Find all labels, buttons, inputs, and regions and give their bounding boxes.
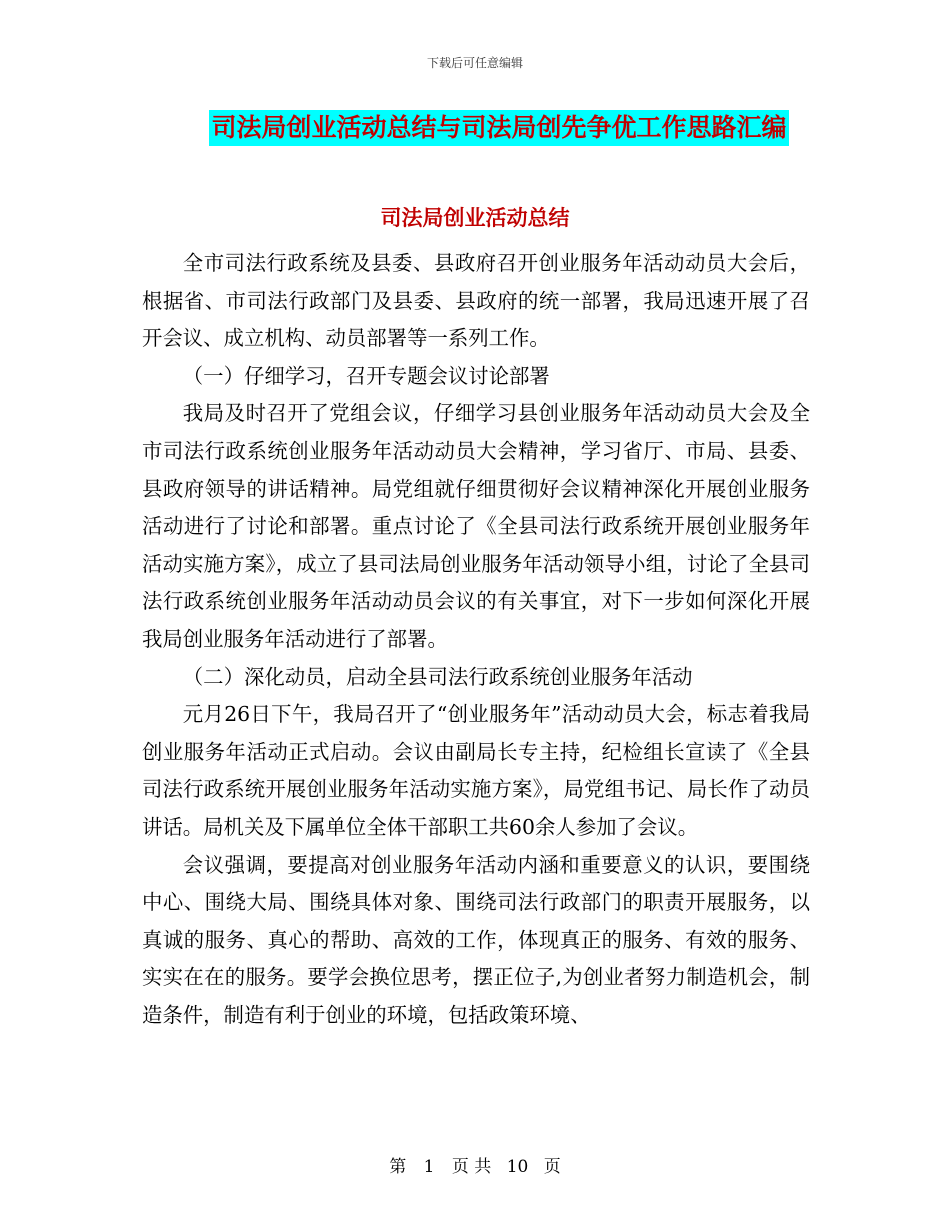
page-number: 1 xyxy=(423,1157,435,1177)
paragraph: 我局及时召开了党组会议，仔细学习县创业服务年活动动员大会及全市司法行政系统创业服务年活动动员大会精神，学习省厅、市局、县委、县政府领导的讲话精神。局党组就仔细贯彻好会议精神深化开展创业服务活动进行了讨论和部署。重点讨论了《全县司法行政系统开展创业服务年活动实施方案》，成立了县司法局创业服务年活动领导小组，讨论了全县司法行政系统创业服务年活动动员会议的有关事宜，对下一步如何深化开展我局创业服务年活动进行了部署。 xyxy=(142,401,810,651)
page-label-mid: 页 共 xyxy=(451,1157,492,1177)
paragraph: 全市司法行政系统及县委、县政府召开创业服务年活动动员大会后，根据省、市司法行政部门及县委、县政府的统一部署，我局迅速开展了召开会议、成立机构、动员部署等一系列工作。 xyxy=(142,251,810,351)
page-label-suffix: 页 xyxy=(543,1157,561,1177)
subheading: （二）深化动员，启动全县司法行政系统创业服务年活动 xyxy=(182,664,693,689)
page-footer xyxy=(0,1152,950,1177)
document-title: 司法局创业活动总结与司法局创先争优工作思路汇编 xyxy=(209,110,788,146)
document-body xyxy=(142,245,810,1034)
section-title: 司法局创业活动总结 xyxy=(380,206,570,230)
main-title-wrap xyxy=(0,110,950,146)
subheading: （一）仔细学习，召开专题会议讨论部署 xyxy=(182,363,550,388)
header-note: 下载后可任意编辑 xyxy=(426,56,523,70)
paragraph: 会议强调，要提高对创业服务年活动内涵和重要意义的认识，要围绕中心、围绕大局、围绕具体对象、围绕司法行政部门的职责开展服务，以真诚的服务、真心的帮助、高效的工作，体现真正的服务、有效的服务、实实在在的服务。要学会换位思考，摆正位子,为创业者努力制造机会，制造条件，制造有利于创业的环境，包括政策环境、 xyxy=(142,852,810,1027)
paragraph: 元月26日下午，我局召开了“创业服务年”活动动员大会，标志着我局创业服务年活动正式启动。会议由副局长专主持，纪检组长宣读了《全县司法行政系统开展创业服务年活动实施方案》，局党组书记、局长作了动员讲话。局机关及下属单位全体干部职工共60余人参加了会议。 xyxy=(142,702,810,839)
page-label-prefix: 第 xyxy=(389,1157,407,1177)
total-pages: 10 xyxy=(506,1157,529,1177)
